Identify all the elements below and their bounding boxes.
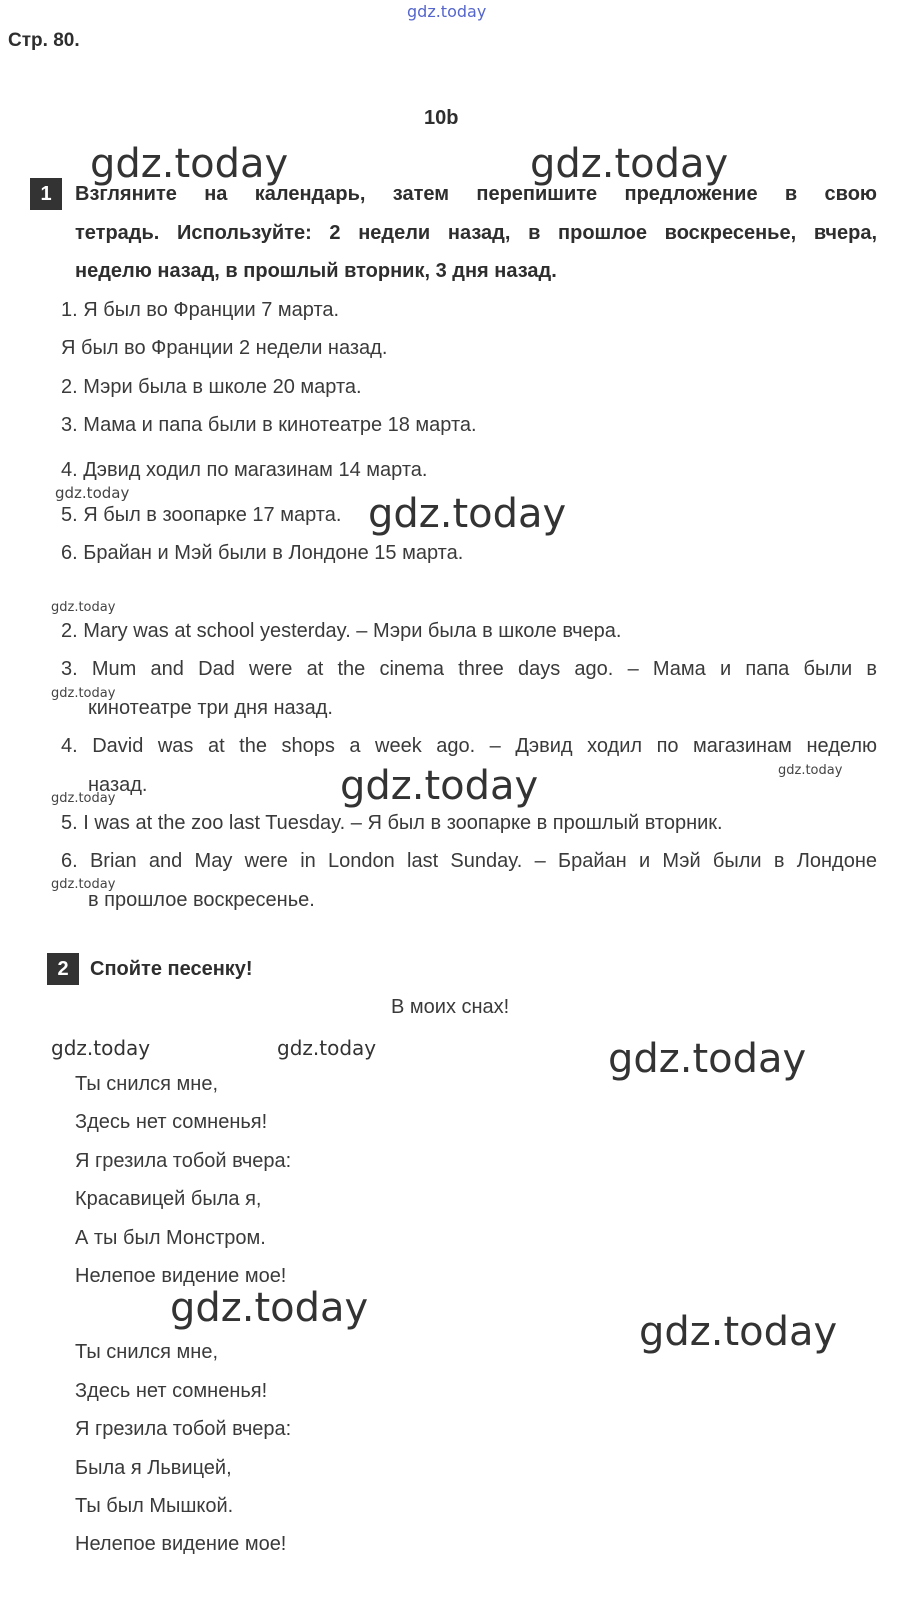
sentence: Я был во Франции 2 недели назад. bbox=[61, 337, 388, 359]
section-title: 10b bbox=[424, 107, 459, 129]
song-line: Здесь нет сомненья! bbox=[75, 1111, 268, 1133]
answer-line-text: 3. Mum and Dad were at the cinema three days ago. – Мама и папа были в bbox=[61, 658, 877, 680]
watermark-small: gdz.today bbox=[51, 791, 116, 806]
answer-line: в прошлое воскресенье. bbox=[88, 889, 315, 911]
watermark-small: gdz.today bbox=[778, 763, 843, 778]
instruction-line: неделю назад, в прошлый вторник, 3 дня назад. bbox=[75, 260, 557, 282]
song-line: А ты был Монстром. bbox=[75, 1227, 266, 1249]
song-line: Ты снился мне, bbox=[75, 1341, 219, 1363]
watermark-large: gdz.today bbox=[170, 1285, 369, 1331]
sentence: 4. Дэвид ходил по магазинам 14 марта. bbox=[61, 459, 428, 481]
song-line: Была я Львицей, bbox=[75, 1457, 232, 1479]
song-line: Нелепое видение мое! bbox=[75, 1265, 287, 1287]
exercise2-instruction: Спойте песенку! bbox=[90, 958, 253, 980]
watermark-large: gdz.today bbox=[368, 491, 567, 537]
sentence: 5. Я был в зоопарке 17 марта. bbox=[61, 504, 342, 526]
exercise-number-badge: 2 bbox=[47, 953, 79, 985]
watermark-large: gdz.today bbox=[639, 1309, 838, 1355]
song-line: Здесь нет сомненья! bbox=[75, 1380, 268, 1402]
song-line: Ты снился мне, bbox=[75, 1073, 219, 1095]
watermark-medium: gdz.today bbox=[51, 1036, 151, 1060]
exercise1-instruction bbox=[75, 221, 877, 245]
song-line: Я грезила тобой вчера: bbox=[75, 1418, 292, 1440]
answer-line bbox=[61, 657, 877, 681]
page-reference: Стр. 80. bbox=[8, 30, 80, 51]
watermark-large: gdz.today bbox=[608, 1036, 807, 1082]
answer-line-text: 4. David was at the shops a week ago. – Дэвид ходил по магазинам неделю bbox=[61, 735, 877, 757]
song-title: В моих снах! bbox=[391, 996, 510, 1018]
answer-line: назад. bbox=[88, 774, 148, 796]
song-line: Я грезила тобой вчера: bbox=[75, 1150, 292, 1172]
answer-line: 2. Mary was at school yesterday. – Мэри была в школе вчера. bbox=[61, 620, 622, 642]
watermark-medium: gdz.today bbox=[277, 1036, 377, 1060]
watermark-small: gdz.today bbox=[51, 600, 116, 615]
answer-line bbox=[61, 734, 877, 758]
exercise-number-badge: 1 bbox=[30, 178, 62, 210]
answer-line: кинотеатре три дня назад. bbox=[88, 697, 333, 719]
song-line: Ты был Мышкой. bbox=[75, 1495, 234, 1517]
watermark-large: gdz.today bbox=[530, 141, 729, 187]
song-line: Красавицей была я, bbox=[75, 1188, 262, 1210]
watermark-small: gdz.today bbox=[51, 877, 116, 892]
sentence: 6. Брайан и Мэй были в Лондоне 15 марта. bbox=[61, 542, 464, 564]
watermark-large: gdz.today bbox=[340, 763, 539, 809]
watermark-top: gdz.today bbox=[407, 2, 487, 21]
watermark-large: gdz.today bbox=[90, 141, 289, 187]
instruction-line: Взгляните на календарь, затем перепишите предложение в свою bbox=[75, 183, 877, 205]
watermark-small: gdz.today bbox=[55, 484, 130, 502]
watermark-small: gdz.today bbox=[51, 686, 116, 701]
exercise1-instruction bbox=[75, 182, 877, 206]
sentence: 3. Мама и папа были в кинотеатре 18 марта. bbox=[61, 414, 477, 436]
sentence: 2. Мэри была в школе 20 марта. bbox=[61, 376, 362, 398]
answer-line: 5. I was at the zoo last Tuesday. – Я был в зоопарке в прошлый вторник. bbox=[61, 812, 723, 834]
answer-line-text: 6. Brian and May were in London last Sunday. – Брайан и Мэй были в Лондоне bbox=[61, 850, 877, 872]
song-line: Нелепое видение мое! bbox=[75, 1533, 287, 1555]
sentence: 1. Я был во Франции 7 марта. bbox=[61, 299, 340, 321]
answer-line bbox=[61, 849, 877, 873]
instruction-line: тетрадь. Используйте: 2 недели назад, в прошлое воскресенье, вчера, bbox=[75, 222, 877, 244]
